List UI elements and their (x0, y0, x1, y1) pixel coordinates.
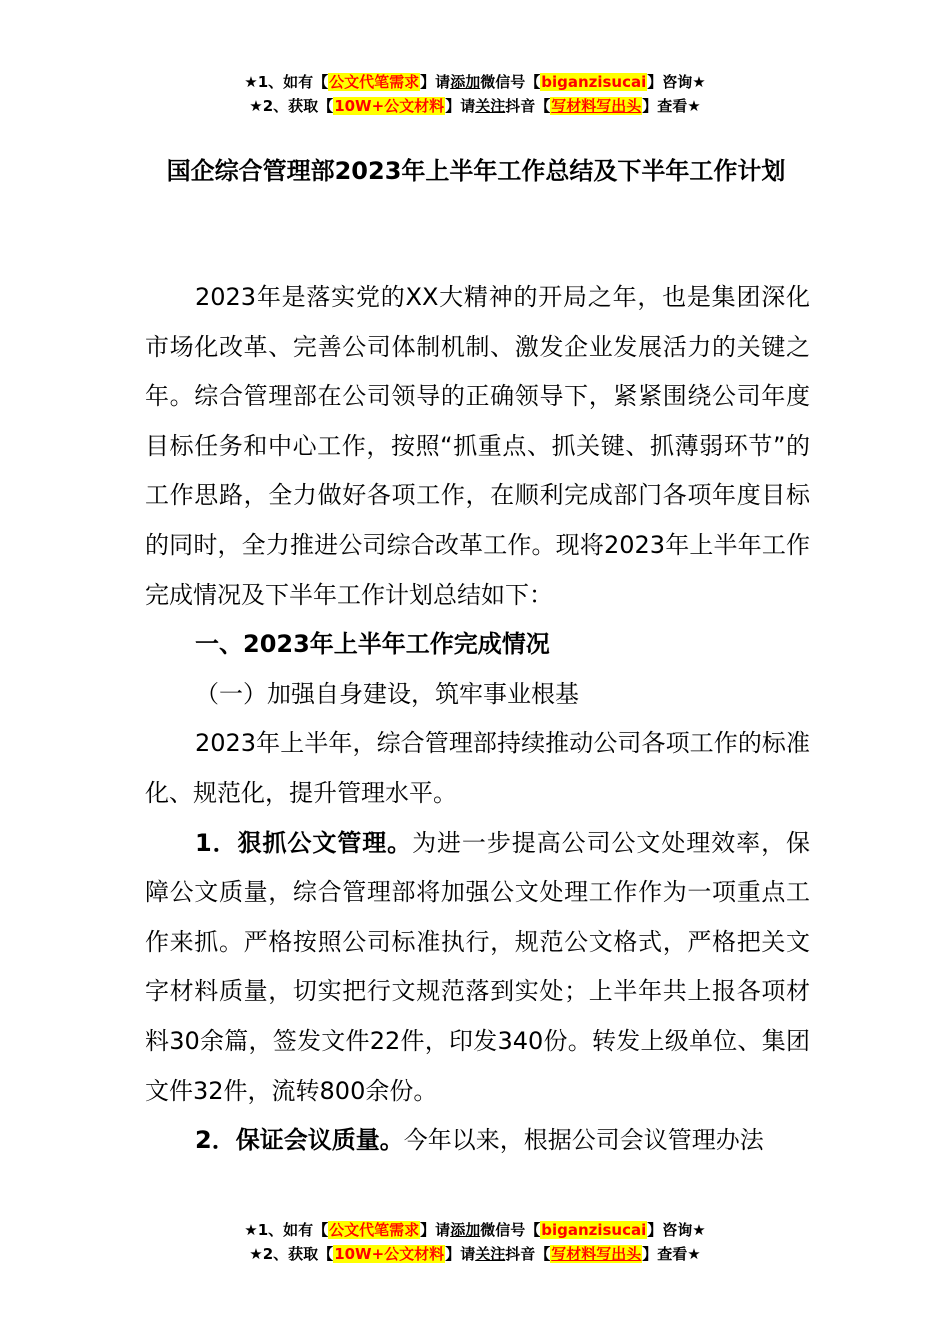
document-title: 国企综合管理部2023年上半年工作总结及下半年工作计划 (166, 157, 786, 185)
promo-prefix: ★2、获取【 (249, 97, 334, 115)
promo-banner-bottom (0, 1218, 950, 1266)
promo-underlined: 添加 (450, 73, 481, 91)
promo-suffix: 】查看★ (642, 1245, 701, 1263)
promo-highlight: 10W+公文材料 (334, 97, 445, 115)
promo-suffix: 】查看★ (642, 97, 701, 115)
promo-prefix: ★2、获取【 (249, 1245, 334, 1263)
promo-highlight: 公文代笔需求 (329, 73, 420, 91)
item-paragraph-2 (145, 1116, 810, 1166)
wechat-id-highlight: biganzisucai (541, 1221, 647, 1239)
item-paragraph-1 (145, 819, 810, 1117)
promo-banner-top (0, 70, 950, 118)
item-lead: 1．狠抓公文管理。 (195, 828, 413, 857)
wechat-id-highlight: biganzisucai (541, 73, 647, 91)
promo-text: 】请 (445, 1245, 476, 1263)
promo-highlight: 10W+公文材料 (334, 1245, 445, 1263)
promo-prefix: ★1、如有【 (244, 1221, 329, 1239)
promo-text: 微信号【 (480, 73, 541, 91)
promo-underlined: 关注 (475, 97, 506, 115)
item-text: 今年以来，根据公司会议管理办法 (403, 1126, 764, 1155)
promo-underlined: 关注 (475, 1245, 506, 1263)
item-lead: 2．保证会议质量。 (195, 1126, 404, 1155)
intro-paragraph: 2023年是落实党的XX大精神的开局之年，也是集团深化市场化改革、完善公司体制机制、激发企业发展活力的关键之年。综合管理部在公司领导的正确领导下，紧紧围绕公司年度目标任务和中心工作，按照“抓重点、抓关键、抓薄弱环节”的工作思路，全力做好各项工作，在顺利完成部门各项年度目标的同时，全力推进公司综合改革工作。现将2023年上半年工作完成情况及下半年工作计划总结如下： (145, 283, 810, 609)
promo-suffix: 】咨询★ (647, 73, 706, 91)
promo-text: 】请 (420, 73, 451, 91)
promo-line-2 (0, 1242, 950, 1266)
promo-text: 】请 (445, 97, 476, 115)
promo-suffix: 】咨询★ (647, 1221, 706, 1239)
douyin-account-highlight: 写材料写出头 (551, 97, 642, 115)
promo-text: 微信号【 (480, 1221, 541, 1239)
document-body (145, 273, 810, 1166)
section-heading: 一、2023年上半年工作完成情况 (195, 630, 550, 659)
promo-prefix: ★1、如有【 (244, 73, 329, 91)
promo-highlight: 公文代笔需求 (329, 1221, 420, 1239)
subsection-heading: （一）加强自身建设，筑牢事业根基 (195, 679, 579, 708)
promo-text: 】请 (420, 1221, 451, 1239)
douyin-account-highlight: 写材料写出头 (551, 1245, 642, 1263)
promo-line-2 (0, 94, 950, 118)
promo-text: 抖音【 (505, 1245, 551, 1263)
item-text: 为进一步提高公司公文处理效率，保障公文质量，综合管理部将加强公文处理工作作为一项重点工作来抓。严格按照公司标准执行，规范公文格式，严格把关文字材料质量，切实把行文规范落到实处；上半年共上报各项材料30余篇，签发文件22件，印发340份。转发上级单位、集团文件32件，流转800余份。 (145, 828, 810, 1105)
promo-line-1 (0, 1218, 950, 1242)
promo-line-1 (0, 70, 950, 94)
promo-text: 抖音【 (505, 97, 551, 115)
subsection-paragraph: 2023年上半年，综合管理部持续推动公司各项工作的标准化、规范化，提升管理水平。 (145, 729, 810, 807)
promo-underlined: 添加 (450, 1221, 481, 1239)
